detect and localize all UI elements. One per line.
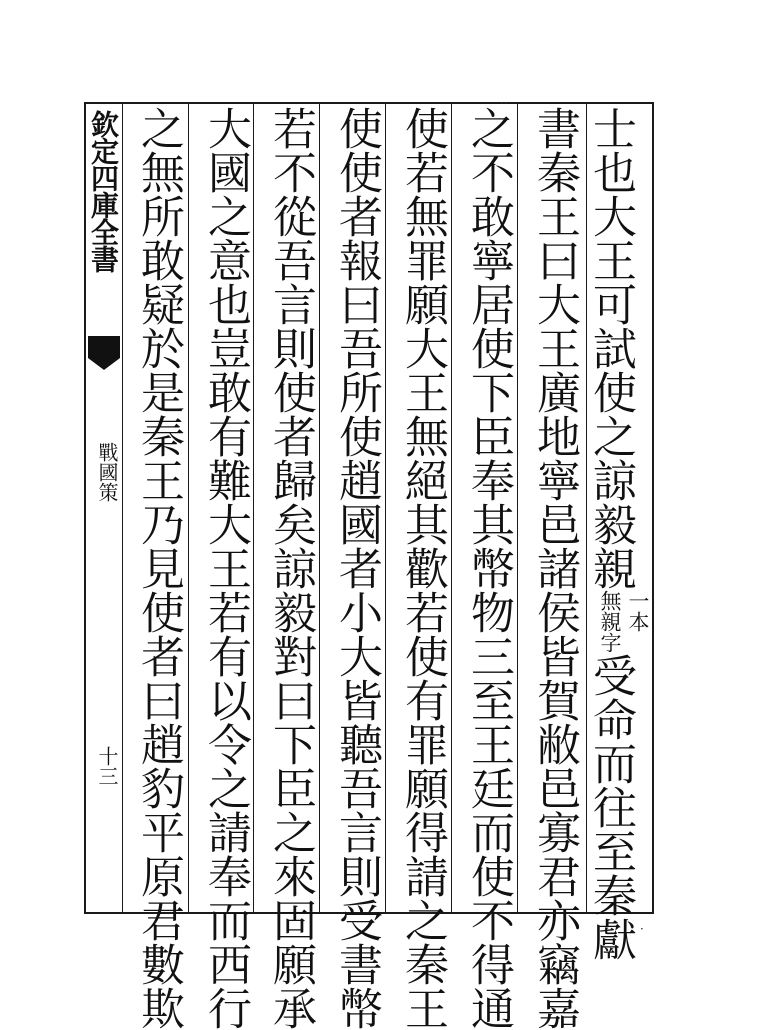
text-column-4 <box>392 106 452 1030</box>
fish-tail-mark-icon <box>88 336 120 370</box>
scan-speck: ·· <box>500 96 508 110</box>
text-column-6 <box>260 106 320 1030</box>
column-text: 之無所敢疑於是秦王乃見使者曰趙豹平原君數欺 <box>133 106 184 1030</box>
column-text: 若不從吾言則使者歸矣諒毅對曰下臣之來固願承 <box>265 106 316 1030</box>
column-text: 受命而往至秦獻 <box>585 653 636 961</box>
page-number: 十三 <box>95 746 119 786</box>
column-text: 書秦王曰大王廣地寧邑諸侯皆賀敝邑寡君亦竊嘉 <box>529 106 580 1030</box>
text-column-3 <box>458 106 518 1030</box>
column-rule <box>188 102 189 914</box>
text-column-1 <box>585 106 652 961</box>
column-text: 士也大王可試使之諒毅親 <box>585 106 636 590</box>
column-text: 大國之意也豈敢有難大王若有以令之請奉而西行 <box>200 106 251 1030</box>
text-column-5 <box>326 106 386 1030</box>
column-rule <box>122 102 123 914</box>
column-text: 之不敢寧居使下臣奉其幣物三至王廷而使不得通 <box>463 106 514 1030</box>
note-line: 無親字 <box>598 590 622 653</box>
scan-speck: · <box>640 922 644 936</box>
note-line: 一本 <box>626 590 650 632</box>
text-column-8 <box>128 106 188 1030</box>
column-text: 使使者報曰吾所使趙國者小大皆聽吾言則受書幣 <box>331 106 382 1030</box>
book-title: 戰國策 <box>95 442 119 502</box>
interlinear-note <box>596 590 652 653</box>
library-title: 欽定四庫全書 <box>87 110 120 272</box>
text-column-2 <box>524 106 584 1030</box>
column-text: 使若無罪願大王無絕其歡若使有罪願得請之秦王 <box>397 106 448 1030</box>
text-column-7 <box>195 106 255 1030</box>
